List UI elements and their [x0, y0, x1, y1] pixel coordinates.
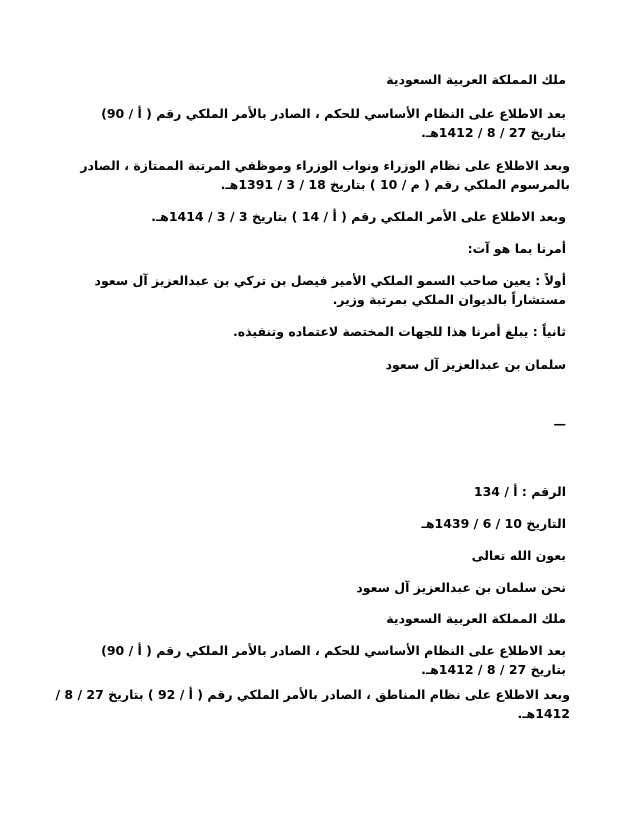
paragraph-first-item: أولاً : يعين صاحب السمو الملكي الأمير فيصل بن تركي بن عبدالعزيز آل سعود مستشاراً بالديوان الملكي بمرتبة وزير. [94, 273, 566, 307]
document-date: التاريخ 10 / 6 / 1439هـ [421, 516, 566, 531]
paragraph-royal-order-14: وبعد الاطلاع على الأمر الملكي رقم ( أ / 14 ) بتاريخ 3 / 3 / 1414هـ. [151, 209, 566, 224]
opening-invocation: بعون الله تعالى [471, 548, 566, 563]
paragraph-regions-law: وبعد الاطلاع على نظام المناطق ، الصادر بالأمر الملكي رقم ( أ / 92 ) بتاريخ 27 / 8 / 1412هـ. [55, 687, 570, 721]
separator-dash: — [553, 416, 566, 431]
heading-king-title-2: ملك المملكة العربية السعودية [386, 611, 566, 626]
issuer-name: نحن سلمان بن عبدالعزيز آل سعود [356, 580, 566, 595]
paragraph-second-item: ثانياً : يبلغ أمرنا هذا للجهات المختصة لاعتماده وتنفيذه. [233, 324, 566, 339]
signature-name: سلمان بن عبدالعزيز آل سعود [385, 357, 566, 372]
paragraph-basic-law: بعد الاطلاع على النظام الأساسي للحكم ، الصادر بالأمر الملكي رقم ( أ / 90) بتاريخ 27 / 8 / 1412هـ. [101, 106, 566, 140]
paragraph-we-order: أمرنا بما هو آت: [467, 241, 566, 256]
document-number: الرقم : أ / 134 [473, 484, 566, 499]
paragraph-ministers-law: وبعد الاطلاع على نظام الوزراء ونواب الوزراء وموظفي المرتبة الممتازة ، الصادر بالمرسوم الملكي رقم ( م / 10 ) بتاريخ 18 / 3 / 1391هـ. [80, 158, 570, 192]
paragraph-basic-law-2: بعد الاطلاع على النظام الأساسي للحكم ، الصادر بالأمر الملكي رقم ( أ / 90) بتاريخ 27 / 8 / 1412هـ. [101, 643, 566, 677]
heading-king-title: ملك المملكة العربية السعودية [386, 72, 566, 87]
